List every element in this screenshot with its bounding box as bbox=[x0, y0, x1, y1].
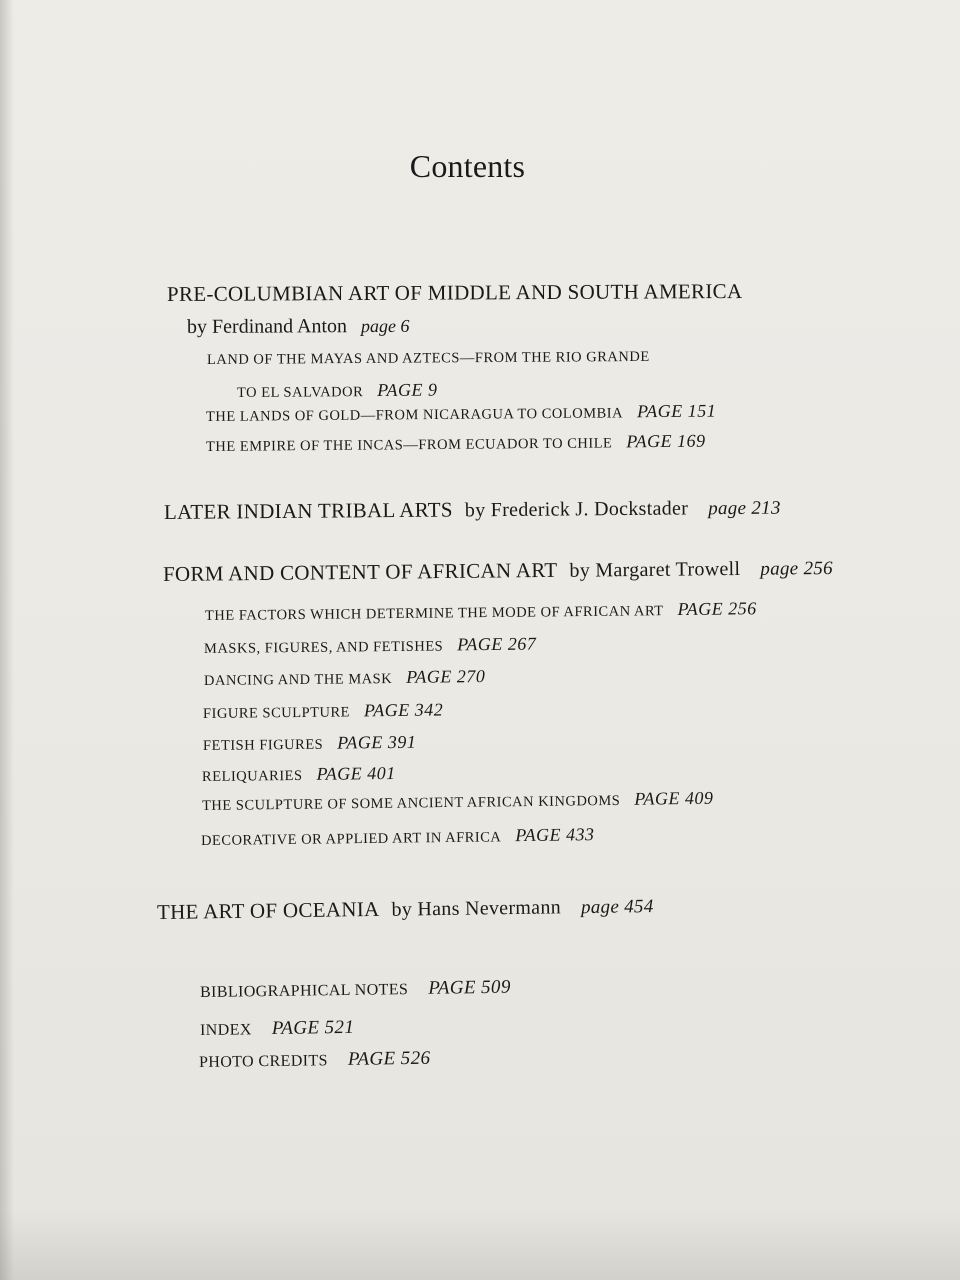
toc-subsection-fetish-figures[interactable]: FETISH FIGURES PAGE 391 bbox=[202, 731, 417, 754]
page-number: PAGE 526 bbox=[347, 1047, 431, 1070]
page-bottom-shadow bbox=[0, 1210, 960, 1280]
page-number: PAGE 391 bbox=[337, 731, 417, 753]
author-name: by Ferdinand Anton bbox=[186, 315, 348, 338]
page-number: PAGE 401 bbox=[316, 762, 396, 784]
author-name: by Hans Nevermann bbox=[391, 896, 562, 921]
toc-subsection-masks[interactable]: MASKS, FIGURES, AND FETISHES PAGE 267 bbox=[203, 633, 537, 657]
page-number: PAGE 267 bbox=[457, 633, 537, 655]
page-number: PAGE 256 bbox=[677, 598, 757, 620]
toc-subsection-factors[interactable]: THE FACTORS WHICH DETERMINE THE MODE OF AFRICAN ART PAGE 256 bbox=[204, 598, 757, 624]
page-number: PAGE 509 bbox=[428, 976, 511, 999]
toc-appendix-bibliographical-notes[interactable]: BIBLIOGRAPHICAL NOTES PAGE 509 bbox=[199, 976, 511, 1001]
toc-subsection-mayas-aztecs-cont[interactable]: TO EL SALVADOR PAGE 9 bbox=[236, 379, 438, 401]
toc-section-author-line bbox=[187, 315, 410, 339]
page-number: PAGE 409 bbox=[634, 787, 714, 809]
toc-subsection-reliquaries[interactable]: RELIQUARIES PAGE 401 bbox=[201, 762, 396, 785]
page-number: PAGE 9 bbox=[377, 379, 438, 401]
page-number: PAGE 169 bbox=[626, 430, 706, 452]
page-number: PAGE 342 bbox=[363, 699, 444, 721]
toc-appendix-photo-credits[interactable]: PHOTO CREDITS PAGE 526 bbox=[198, 1047, 431, 1071]
toc-section-later-indian[interactable]: LATER INDIAN TRIBAL ARTS by Frederick J. Dockstader page 213 bbox=[163, 497, 781, 524]
author-name: by Margaret Trowell bbox=[569, 557, 741, 582]
page-number: PAGE 270 bbox=[406, 666, 486, 687]
toc-section-oceania[interactable]: THE ART OF OCEANIA by Hans Nevermann page 454 bbox=[156, 896, 654, 924]
toc-subsection-decorative-art[interactable]: DECORATIVE OR APPLIED ART IN AFRICA PAGE 433 bbox=[200, 824, 595, 849]
toc-section-title-pre-columbian[interactable]: PRE-COLUMBIAN ART OF MIDDLE AND SOUTH AMERICA bbox=[166, 278, 743, 306]
page-number: page 454 bbox=[580, 896, 654, 919]
page-number: PAGE 433 bbox=[515, 824, 595, 846]
page-number: PAGE 521 bbox=[271, 1016, 355, 1039]
page-number: page 213 bbox=[708, 497, 781, 520]
toc-section-african-art[interactable]: FORM AND CONTENT OF AFRICAN ART by Margaret Trowell page 256 bbox=[162, 557, 834, 586]
toc-subsection-figure-sculpture[interactable]: FIGURE SCULPTURE PAGE 342 bbox=[202, 699, 444, 722]
toc-subsection-lands-of-gold[interactable]: THE LANDS OF GOLD—FROM NICARAGUA TO COLOMBIA PAGE 151 bbox=[205, 400, 717, 425]
author-name: by Frederick J. Dockstader bbox=[464, 497, 689, 522]
page-number: PAGE 151 bbox=[636, 400, 717, 422]
page-number: page 6 bbox=[360, 315, 410, 337]
page-number: page 256 bbox=[760, 557, 834, 580]
toc-subsection-ancient-kingdoms[interactable]: THE SCULPTURE OF SOME ANCIENT AFRICAN KINGDOMS PAGE 409 bbox=[201, 787, 714, 814]
toc-subsection-dancing[interactable]: DANCING AND THE MASK PAGE 270 bbox=[203, 666, 486, 689]
toc-subsection-incas[interactable]: THE EMPIRE OF THE INCAS—FROM ECUADOR TO CHILE PAGE 169 bbox=[205, 430, 706, 455]
contents-heading: Contents bbox=[409, 148, 526, 184]
toc-subsection-mayas-aztecs[interactable]: LAND OF THE MAYAS AND AZTECS—FROM THE RIO GRANDE bbox=[206, 348, 650, 368]
toc-appendix-index[interactable]: INDEX PAGE 521 bbox=[199, 1016, 355, 1039]
